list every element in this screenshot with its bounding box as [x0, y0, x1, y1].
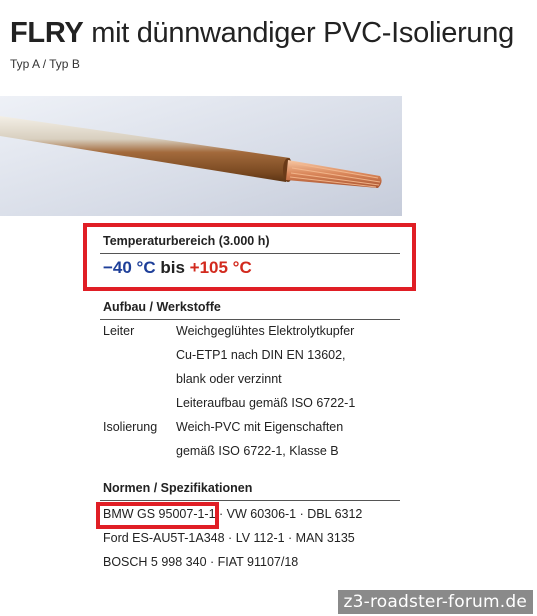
standards-line-2: Ford ES-AU5T-1A348 · LV 112-1 · MAN 3135: [103, 531, 355, 545]
cable-illustration: [0, 96, 402, 216]
conductor-line: blank oder verzinnt: [176, 372, 282, 386]
page-title: [10, 16, 514, 50]
conductor-line: Leiteraufbau gemäß ISO 6722-1: [176, 396, 356, 410]
page-subtitle: Typ A / Typ B: [10, 57, 80, 71]
standards-line-1-rest: · VW 60306-1 · DBL 6312: [215, 507, 363, 521]
temperature-range: [103, 258, 252, 278]
standards-line-1: [103, 507, 362, 521]
bmw-standard: BMW GS 95007-1-1: [103, 507, 216, 521]
title-description: mit dünnwandiger PVC-Isolierung: [83, 17, 514, 49]
standards-heading: Normen / Spezifikationen: [103, 481, 253, 495]
insulation-line: Weich-PVC mit Eigenschaften: [176, 420, 344, 434]
temperature-heading: Temperaturbereich (3.000 h): [103, 234, 270, 248]
temperature-divider: [100, 253, 400, 254]
construction-divider: [100, 319, 400, 320]
temperature-high: +105 °C: [189, 258, 252, 277]
construction-heading: Aufbau / Werkstoffe: [103, 300, 221, 314]
forum-watermark: z3-roadster-forum.de: [338, 590, 533, 614]
conductor-line: Weichgeglühtes Elektrolytkupfer: [176, 324, 355, 338]
conductor-line: Cu-ETP1 nach DIN EN 13602,: [176, 348, 346, 362]
standards-divider: [100, 500, 400, 501]
title-product-code: FLRY: [10, 17, 84, 49]
cable-photo: [0, 96, 402, 216]
conductor-label: Leiter: [103, 324, 135, 338]
temperature-connector: bis: [155, 258, 190, 277]
standards-line-3: BOSCH 5 998 340 · FIAT 91107/18: [103, 555, 299, 569]
insulation-label: Isolierung: [103, 420, 158, 434]
temperature-low: −40 °C: [103, 258, 156, 277]
insulation-line: gemäß ISO 6722-1, Klasse B: [176, 444, 339, 458]
